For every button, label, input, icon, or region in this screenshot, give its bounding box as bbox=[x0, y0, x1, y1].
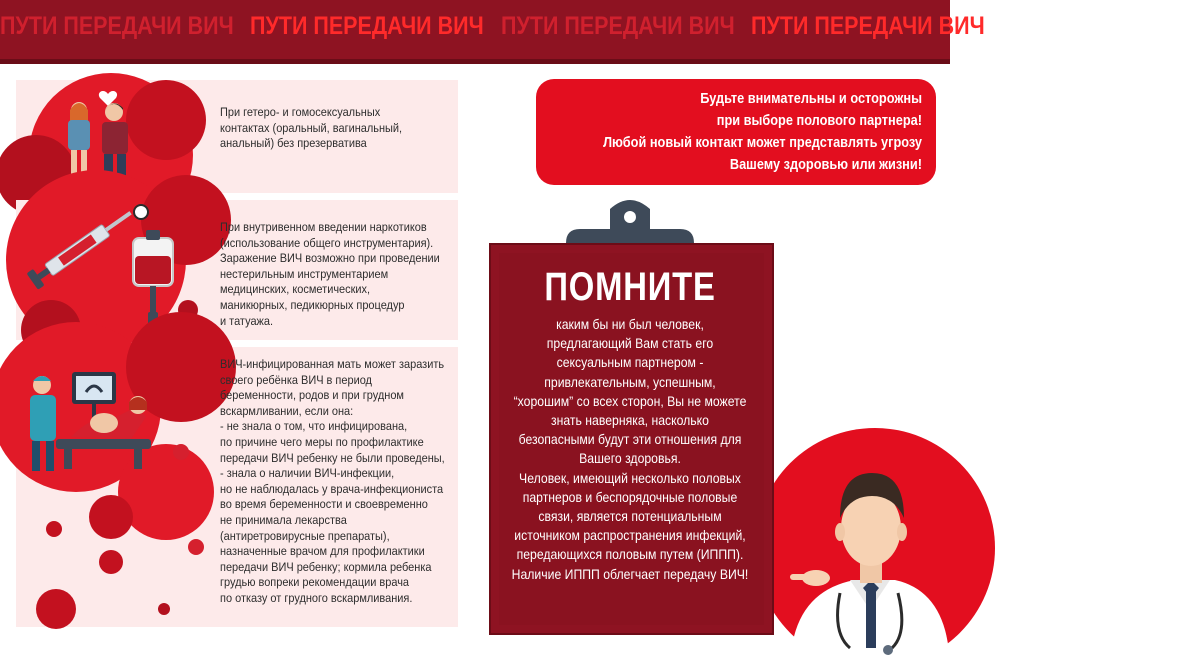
text-line: не принимала лекарства bbox=[220, 512, 347, 527]
text-line: привлекательным, успешным, bbox=[544, 374, 716, 390]
text-line: - не знала о том, что инфицирована, bbox=[220, 419, 408, 434]
warning-line: Вашему здоровью или жизни! bbox=[729, 157, 922, 173]
text-line: маникюрных, педикюрных процедур bbox=[220, 297, 405, 312]
warning-box bbox=[536, 79, 936, 185]
clipboard bbox=[485, 195, 785, 640]
warning-line: Любой новый контакт может представлять угрозу bbox=[603, 135, 922, 151]
text-line: При гетеро- и гомосексуальных bbox=[220, 105, 381, 119]
text-line: “хорошим” со всех сторон, Вы не можете bbox=[513, 393, 747, 409]
text-line: Заражение ВИЧ возможно при проведении bbox=[220, 251, 440, 266]
transmission-card-mother-child bbox=[16, 347, 458, 627]
text-line: беременности, родов и при грудном bbox=[220, 388, 404, 403]
text-line: во время беременности и своевременно bbox=[220, 497, 428, 512]
text-line: вскармливании, если она: bbox=[220, 403, 354, 418]
banner-title: ПУТИ ПЕРЕДАЧИ ВИЧ bbox=[0, 12, 234, 40]
text-line: нестерильным инструментарием bbox=[220, 266, 389, 281]
text-line: передачи ВИЧ ребенку; кормила ребенка bbox=[220, 559, 432, 574]
text-line: ВИЧ-инфицированная мать может заразить bbox=[220, 357, 445, 371]
text-line: связи, является потенциальным bbox=[538, 509, 722, 525]
ultrasound-pregnancy-icon bbox=[16, 347, 216, 627]
text-line: медицинских, косметических, bbox=[220, 282, 371, 297]
text-line: по причине чего меры по профилактике bbox=[220, 434, 424, 449]
warning-line: Будьте внимательны и осторожны bbox=[700, 91, 922, 107]
card-description bbox=[220, 220, 454, 329]
card-description bbox=[220, 105, 454, 152]
text-line: передачи ВИЧ ребенку не были проведены, bbox=[220, 450, 445, 465]
text-line: грудью вопреки рекомендации врача bbox=[220, 575, 410, 590]
text-line: по отказу от грудного вскармливания. bbox=[220, 590, 413, 605]
text-line: сексуальным партнером - bbox=[556, 355, 704, 371]
text-line: знать наверняка, насколько bbox=[551, 413, 709, 429]
text-line: безопасными будут эти отношения для bbox=[518, 432, 742, 448]
text-line: анальный) без презерватива bbox=[220, 136, 367, 151]
text-line: предлагающий Вам стать его bbox=[546, 336, 714, 352]
header-banner bbox=[0, 0, 986, 64]
text-line: (использование общего инструментария). bbox=[220, 235, 434, 250]
text-line: Человек, имеющий несколько половых bbox=[519, 470, 741, 486]
text-line: и татуажа. bbox=[220, 313, 274, 328]
text-line: передающихся половым путем (ИППП). bbox=[516, 547, 744, 563]
text-line: Вашего здоровья. bbox=[579, 451, 681, 467]
banner-title: ПУТИ ПЕРЕДАЧИ ВИЧ bbox=[250, 12, 485, 40]
warning-line: при выборе полового партнера! bbox=[716, 113, 922, 129]
banner-divider bbox=[0, 59, 950, 64]
remember-text bbox=[485, 315, 775, 584]
text-line: При внутривенном введении наркотиков bbox=[220, 220, 427, 234]
text-line: назначенные врачом для профилактики bbox=[220, 544, 425, 559]
text-line: каким бы ни был человек, bbox=[556, 317, 704, 332]
banner-title: ПУТИ ПЕРЕДАЧИ ВИЧ bbox=[500, 12, 735, 40]
text-line: но не наблюдалась у врача-инфекциониста bbox=[220, 481, 444, 496]
banner-title: ПУТИ ПЕРЕДАЧИ ВИЧ bbox=[751, 12, 986, 40]
text-line: (антиретровирусные препараты), bbox=[220, 528, 390, 543]
remember-title: ПОМНИТЕ bbox=[544, 265, 716, 309]
text-line: контактах (оральный, вагинальный, bbox=[220, 120, 403, 135]
text-line: источником распространения инфекций, bbox=[514, 528, 746, 544]
text-line: своего ребёнка ВИЧ в период bbox=[220, 372, 372, 387]
doctor-icon bbox=[770, 428, 950, 672]
text-line: Наличие ИППП облегчает передачу ВИЧ! bbox=[511, 566, 749, 582]
transmission-card-injection bbox=[16, 200, 458, 340]
text-line: - знала о наличии ВИЧ-инфекции, bbox=[220, 466, 395, 481]
text-line: партнеров и беспорядочные половые bbox=[522, 489, 738, 505]
card-description bbox=[220, 357, 454, 607]
